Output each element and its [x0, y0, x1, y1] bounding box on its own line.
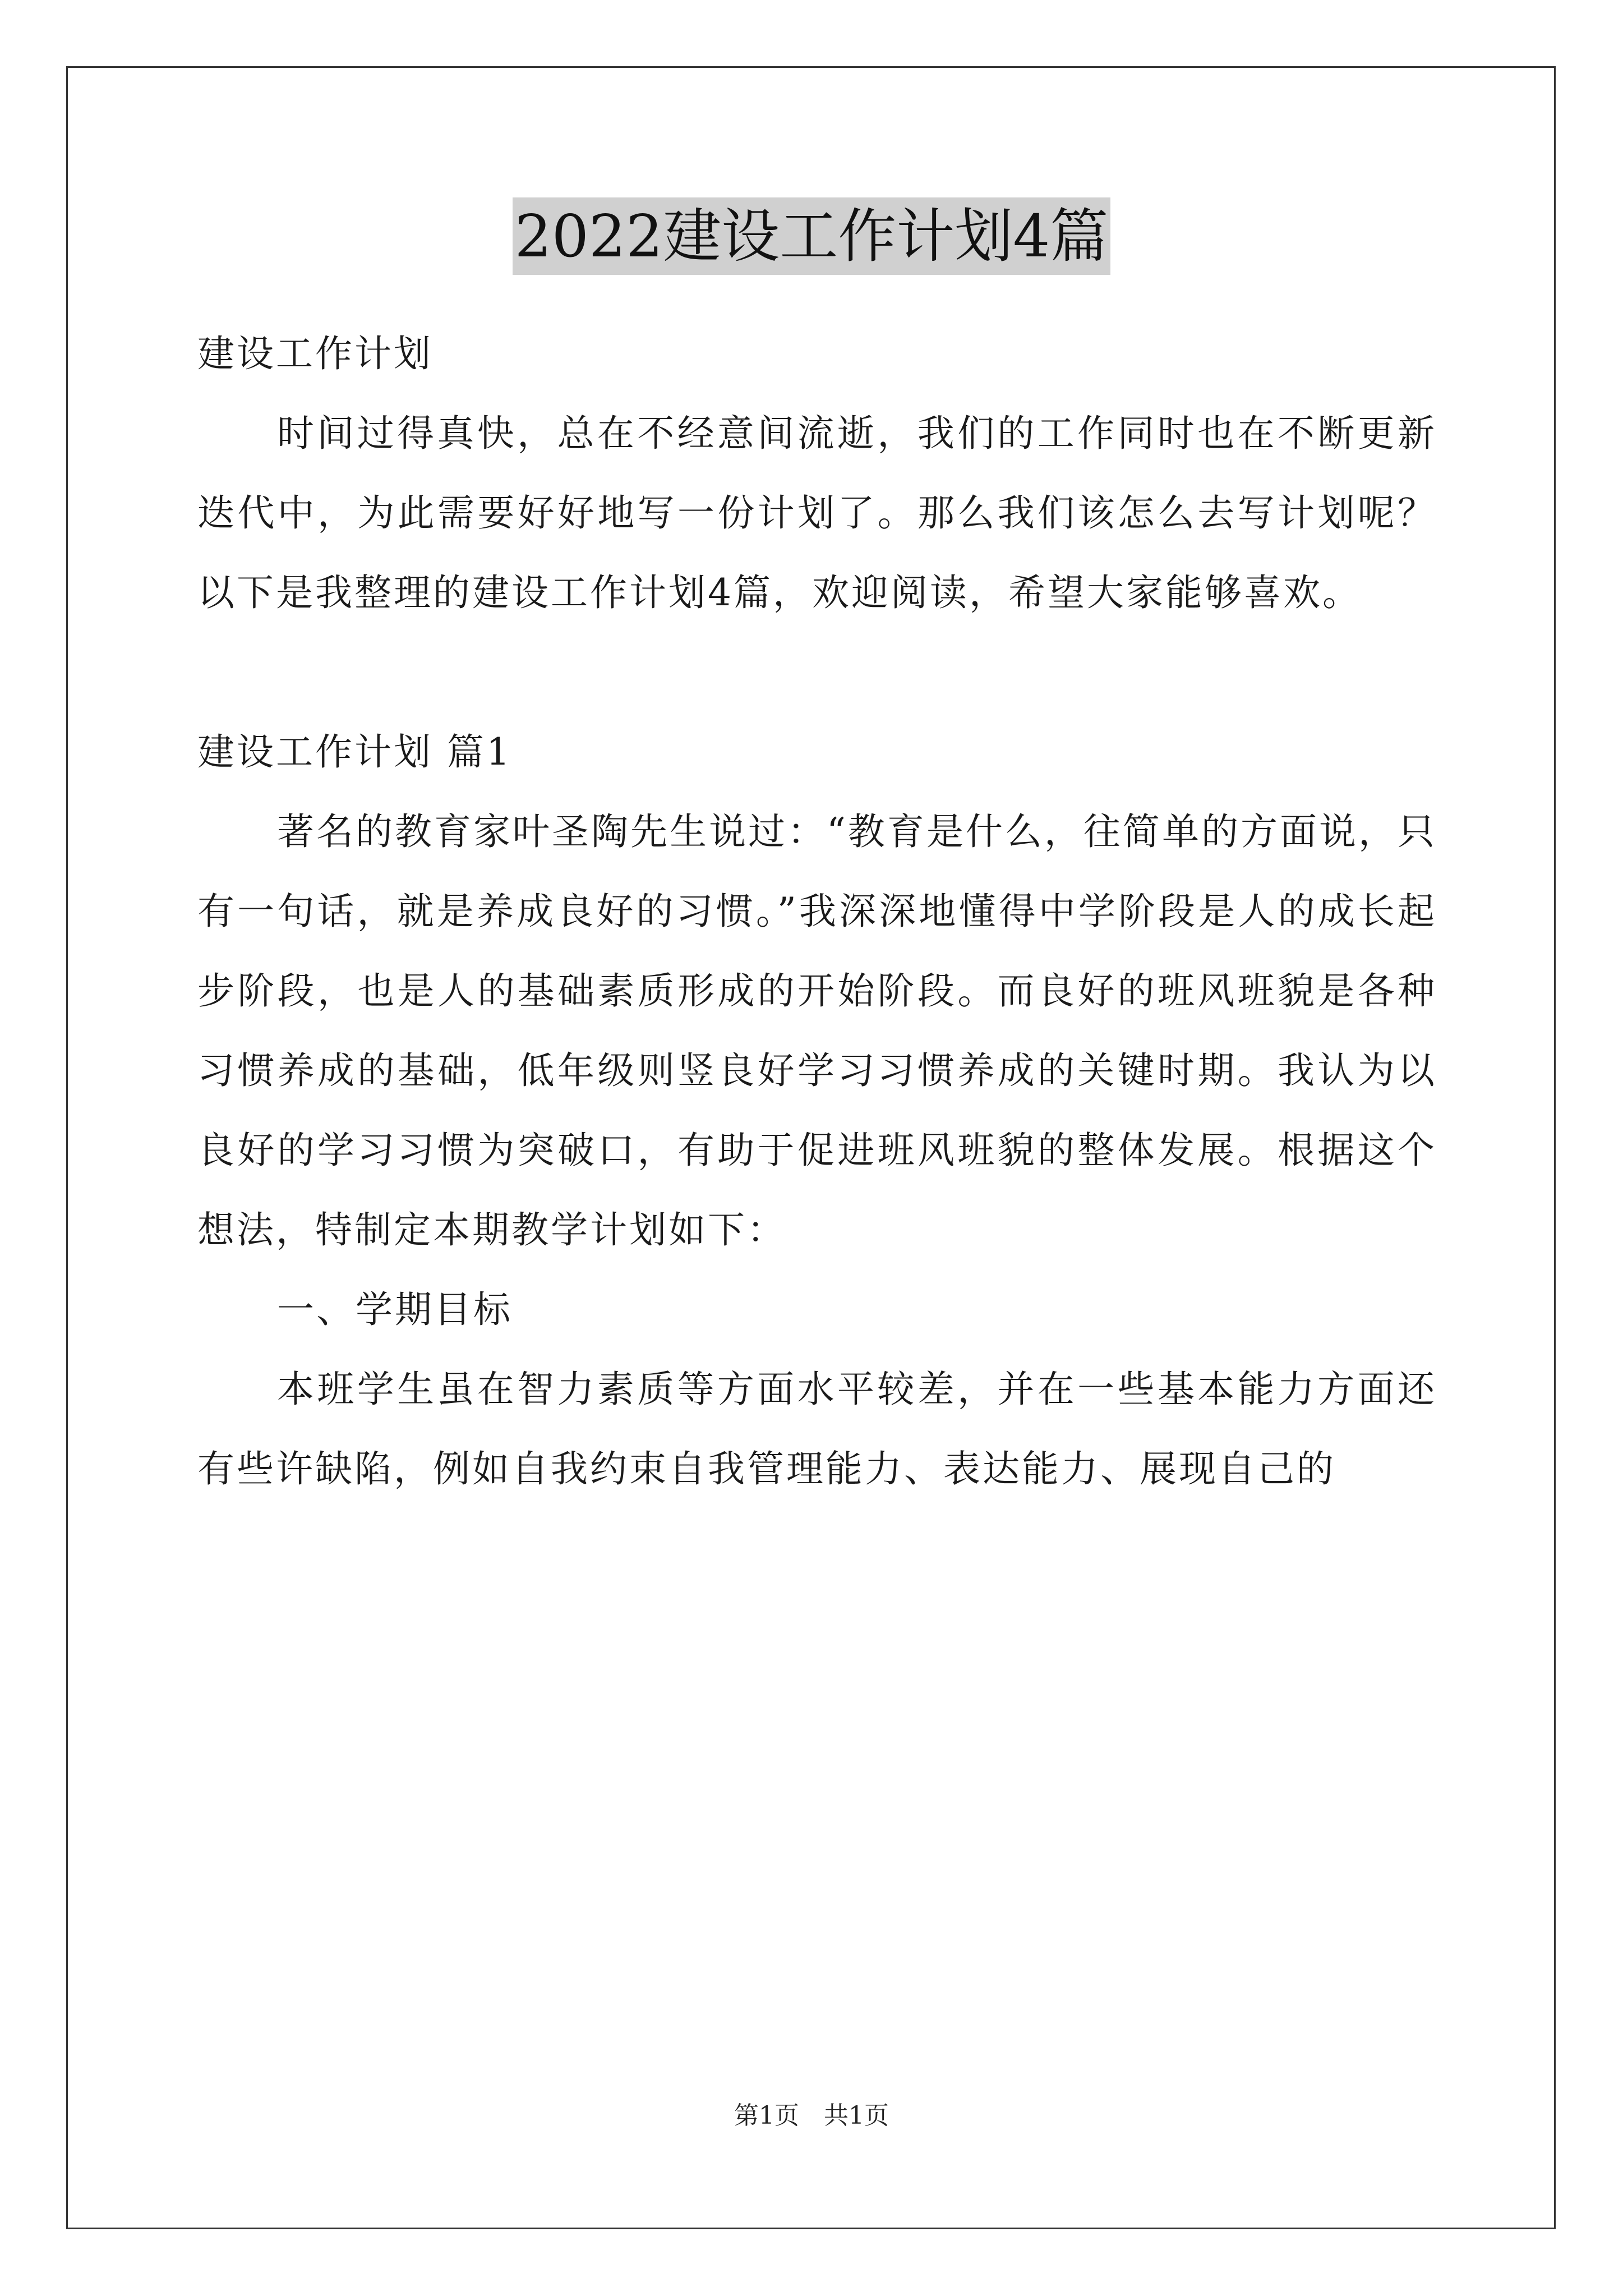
page-number: 第1页 共1页 — [734, 2101, 889, 2130]
section1-subheading: 一、学期目标 — [277, 1288, 513, 1331]
title-wrap — [0, 197, 1623, 275]
section1-heading: 建设工作计划 篇1 — [197, 730, 512, 774]
document-body — [197, 314, 1437, 1509]
section1-paragraph-2: 本班学生虽在智力素质等方面水平较差，并在一些基本能力方面还有些许缺陷，例如自我约束自我管理能力、表达能力、展现自己的 — [197, 1368, 1437, 1490]
document-title: 2022建设工作计划4篇 — [513, 197, 1111, 275]
page-footer — [0, 2099, 1623, 2133]
section-spacer — [197, 633, 1437, 712]
intro-paragraph: 时间过得真快，总在不经意间流逝，我们的工作同时也在不断更新迭代中，为此需要好好地写一份计划了。那么我们该怎么去写计划呢？以下是我整理的建设工作计划4篇，欢迎阅读，希望大家能够喜欢。 — [197, 412, 1437, 614]
section1-paragraph-1: 著名的教育家叶圣陶先生说过：“教育是什么，往简单的方面说，只有一句话，就是养成良好的习惯。”我深深地懂得中学阶段是人的成长起步阶段，也是人的基础素质形成的开始阶段。而良好的班风班貌是各种习惯养成的基础，低年级则竖良好学习习惯养成的关键时期。我认为以良好的学习习惯为突破口，有助于促进班风班貌的整体发展。根据这个想法，特制定本期教学计划如下： — [197, 810, 1437, 1251]
intro-heading: 建设工作计划 — [197, 332, 433, 375]
